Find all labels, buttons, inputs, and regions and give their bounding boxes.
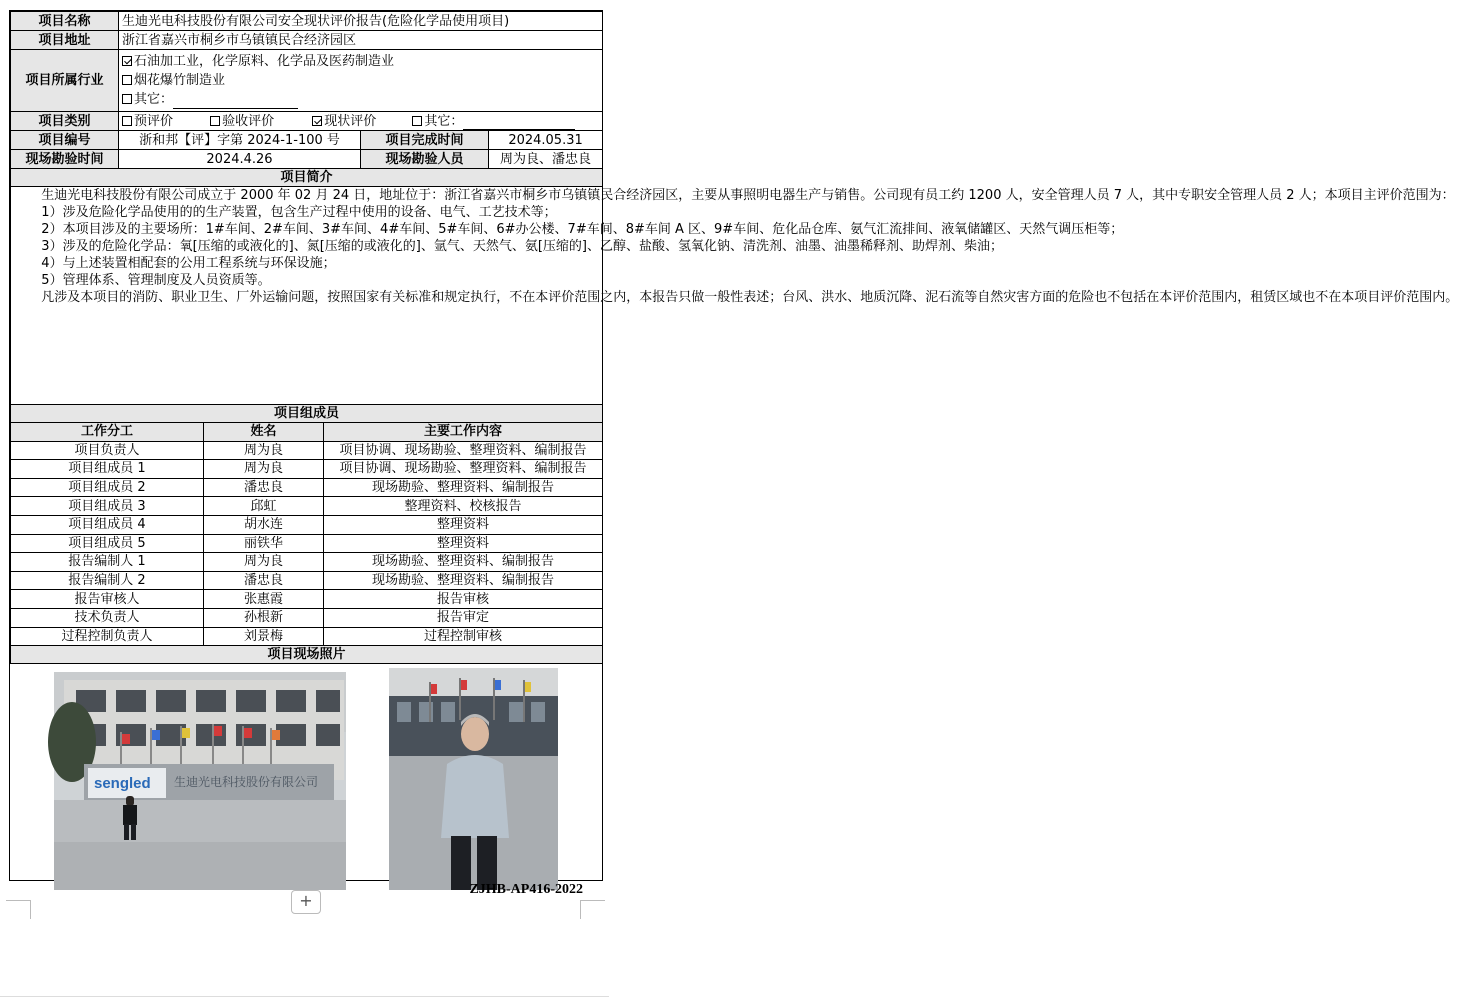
team-role: 项目组成员 2 — [11, 478, 204, 497]
report-sheet — [9, 10, 1458, 881]
table-row — [11, 497, 603, 516]
site-photo-gate — [54, 672, 346, 890]
team-member-name: 张惠霞 — [204, 590, 324, 609]
type-option-pre[interactable]: 预评价 — [122, 113, 206, 130]
table-row — [11, 571, 603, 590]
team-table — [10, 404, 603, 664]
project-address-label: 项目地址 — [11, 31, 119, 50]
team-member-name: 潘忠良 — [204, 571, 324, 590]
table-row — [11, 441, 603, 460]
intro-paragraph: 凡涉及本项目的消防、职业卫生、厂外运输问题，按照国家有关标准和规定执行，不在本评价范围之内，本报告只做一般性表述；台风、洪水、地质沉降、泥石流等自然灾害方面的危险也不包括在本评价范围内，租赁区域也不在本项目评价范围内。 — [41, 290, 1458, 305]
completion-time-label: 项目完成时间 — [361, 131, 489, 150]
intro-paragraph: 5）管理体系、管理制度及人员资质等。 — [41, 273, 271, 288]
gate-sign-logo: sengled — [94, 775, 151, 793]
survey-staff-value: 周为良、潘忠良 — [489, 150, 603, 169]
table-row — [11, 553, 603, 572]
team-member-name: 潘忠良 — [204, 478, 324, 497]
survey-staff-label: 现场勘验人员 — [361, 150, 489, 169]
checkbox-icon — [312, 116, 322, 126]
table-row — [11, 460, 603, 479]
other-fill-line — [173, 94, 298, 109]
team-role: 项目组成员 1 — [11, 460, 204, 479]
team-header-content: 主要工作内容 — [324, 423, 603, 442]
project-address-value: 浙江省嘉兴市桐乡市乌镇镇民合经济园区 — [119, 31, 603, 50]
team-member-name: 刘景梅 — [204, 627, 324, 646]
checkbox-icon — [122, 56, 132, 66]
team-member-name: 周为良 — [204, 553, 324, 572]
site-photo-gate-image — [54, 672, 346, 890]
team-role: 过程控制负责人 — [11, 627, 204, 646]
survey-time-value: 2024.4.26 — [119, 150, 361, 169]
checkbox-icon — [122, 75, 132, 85]
team-header-role: 工作分工 — [11, 423, 204, 442]
project-number-label: 项目编号 — [11, 131, 119, 150]
team-duty: 现场勘验、整理资料、编制报告 — [324, 571, 603, 590]
site-photo-inspector — [389, 668, 558, 890]
type-option-status[interactable]: 现状评价 — [312, 113, 408, 130]
table-row — [11, 608, 603, 627]
intro-paragraph: 4）与上述装置相配套的公用工程系统与环保设施； — [41, 256, 336, 271]
intro-title: 项目简介 — [11, 169, 603, 187]
team-role: 报告编制人 2 — [11, 571, 204, 590]
table-row — [11, 590, 603, 609]
team-duty: 整理资料、校核报告 — [324, 497, 603, 516]
industry-option-petro[interactable]: 石油加工业，化学原料、化学品及医药制造业 — [122, 52, 599, 71]
team-duty: 整理资料 — [324, 515, 603, 534]
project-info-table — [10, 11, 1458, 405]
team-role: 技术负责人 — [11, 608, 204, 627]
table-row — [11, 478, 603, 497]
team-duty: 报告审定 — [324, 608, 603, 627]
team-member-name: 周为良 — [204, 441, 324, 460]
team-duty: 项目协调、现场勘验、整理资料、编制报告 — [324, 460, 603, 479]
photos-title: 项目现场照片 — [11, 646, 603, 664]
team-member-name: 孙根新 — [204, 608, 324, 627]
project-type-options — [119, 112, 603, 131]
survey-time-label: 现场勘验时间 — [11, 150, 119, 169]
team-role: 报告编制人 1 — [11, 553, 204, 572]
team-title: 项目组成员 — [11, 405, 603, 423]
team-duty: 过程控制审核 — [324, 627, 603, 646]
type-option-accept[interactable]: 验收评价 — [210, 113, 308, 130]
checkbox-icon — [210, 116, 220, 126]
completion-time-value: 2024.05.31 — [489, 131, 603, 150]
project-number-value: 浙和邦【评】字第 2024-1-100 号 — [119, 131, 361, 150]
project-name-value: 生迪光电科技股份有限公司安全现状评价报告(危险化学品使用项目) — [119, 12, 603, 31]
intro-body — [11, 187, 1458, 405]
team-member-name: 丽铁华 — [204, 534, 324, 553]
page-divider — [0, 996, 609, 997]
site-photo-inspector-image — [389, 668, 558, 890]
intro-paragraph: 2）本项目涉及的主要场所：1#车间、2#车间、3#车间、4#车间、5#车间、6#办公楼、7#车间、8#车间 A 区、9#车间、危化品仓库、氨气汇流排间、液氧储罐区、天然气调压柜等； — [41, 222, 1124, 237]
intro-paragraph: 生迪光电科技股份有限公司成立于 2000 年 02 月 24 日，地址位于：浙江省嘉兴市桐乡市乌镇镇民合经济园区，主要从事照明电器生产与销售。公司现有员工约 1200 人，安全管理人员 7 人，其中专职安全管理人员 2 人；本项目主评价范围为： — [41, 188, 1455, 203]
team-duty: 项目协调、现场勘验、整理资料、编制报告 — [324, 441, 603, 460]
industry-label: 项目所属行业 — [11, 50, 119, 112]
checkbox-icon — [122, 116, 132, 126]
photos-area — [10, 664, 602, 893]
industry-option-fireworks[interactable]: 烟花爆竹制造业 — [122, 71, 599, 90]
page-corner-mark — [580, 900, 605, 919]
team-member-name: 胡水连 — [204, 515, 324, 534]
project-type-label: 项目类别 — [11, 112, 119, 131]
add-page-button[interactable]: + — [291, 890, 321, 914]
team-header-name: 姓名 — [204, 423, 324, 442]
team-duty: 现场勘验、整理资料、编制报告 — [324, 478, 603, 497]
team-member-name: 邱虹 — [204, 497, 324, 516]
team-role: 报告审核人 — [11, 590, 204, 609]
industry-options — [119, 50, 603, 112]
page-corner-mark — [6, 900, 31, 919]
team-role: 项目负责人 — [11, 441, 204, 460]
team-duty: 现场勘验、整理资料、编制报告 — [324, 553, 603, 572]
table-row — [11, 627, 603, 646]
type-option-other[interactable]: 其它： — [412, 114, 575, 129]
other-fill-line — [463, 115, 575, 130]
project-name-label: 项目名称 — [11, 12, 119, 31]
footer-document-code: ZJHB-AP416-2022 — [469, 882, 583, 897]
intro-paragraph: 1）涉及危险化学品使用的的生产装置，包含生产过程中使用的设备、电气、工艺技术等； — [41, 205, 557, 220]
industry-option-other[interactable]: 其它： — [122, 90, 599, 109]
team-duty: 报告审核 — [324, 590, 603, 609]
table-row — [11, 515, 603, 534]
table-row — [11, 534, 603, 553]
team-role: 项目组成员 5 — [11, 534, 204, 553]
intro-paragraph: 3）涉及的危险化学品：氧[压缩的或液化的]、氮[压缩的或液化的]、氩气、天然气、氨[压缩的]、乙醇、盐酸、氢氧化钠、清洗剂、油墨、油墨稀释剂、助焊剂、柴油； — [41, 239, 1003, 254]
team-member-name: 周为良 — [204, 460, 324, 479]
checkbox-icon — [412, 116, 422, 126]
team-duty: 整理资料 — [324, 534, 603, 553]
gate-sign-company: 生迪光电科技股份有限公司 — [174, 775, 319, 790]
checkbox-icon — [122, 94, 132, 104]
team-role: 项目组成员 3 — [11, 497, 204, 516]
team-role: 项目组成员 4 — [11, 515, 204, 534]
